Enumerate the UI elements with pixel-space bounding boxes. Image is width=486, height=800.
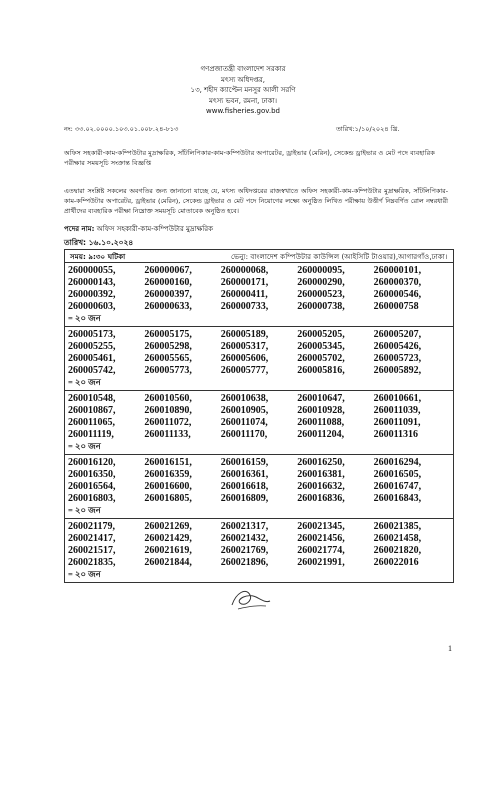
roll-number: 260005742,: [68, 365, 116, 376]
roll-number: 260011170,: [220, 429, 268, 440]
roll-number: 260005426,: [373, 341, 422, 352]
post-name: [64, 223, 213, 235]
exam-venue: ভেন্যু: বাংলাদেশ কম্পিউটার কাউন্সিল (আইসিটি টাওয়ার),আগারগাঁও,ঢাকা।: [231, 252, 448, 261]
roll-number: 260016843,: [373, 493, 422, 504]
roll-number: 260011091,: [373, 417, 421, 428]
letterhead-street: ১৩, শহীদ ক্যাপ্টেন মনসুর আলী সরণি: [190, 86, 296, 94]
roll-number: 260016250,: [297, 457, 345, 468]
group-count: = ২০ জন: [68, 441, 101, 451]
roll-number: 260000143,: [68, 277, 116, 288]
exam-date: তারিখ: ১৬.১০.২০২৪: [64, 238, 134, 247]
roll-number: 260021417,: [68, 533, 116, 544]
roll-number: 260000370,: [373, 277, 422, 288]
roll-number: 260000101,: [373, 265, 422, 276]
roll-number: 260005723,: [373, 353, 422, 364]
roll-number: 260010928,: [297, 405, 345, 416]
roll-number: 260011074,: [220, 417, 268, 428]
roll-number: 260005565,: [144, 353, 192, 364]
memo-number: নং: ৩৩.০২.০০০০.১০৩.০১.০০৮.২৪-৮১৩: [64, 125, 179, 133]
roll-number: 260021619,: [144, 545, 192, 556]
roll-number: 260021345,: [297, 521, 345, 532]
letterhead: [0, 64, 486, 117]
roll-group-cell: [65, 391, 454, 455]
page-number: 1: [448, 644, 452, 653]
roll-grid: [68, 521, 450, 569]
roll-number: 260021432,: [220, 533, 269, 544]
roll-group-row: [65, 519, 454, 583]
roll-number: 260000067,: [144, 265, 192, 276]
roll-number: 260021820,: [373, 545, 422, 556]
roll-number: 260005461,: [68, 353, 116, 364]
roll-number: 260016836,: [297, 493, 345, 504]
roll-number: 260021769,: [220, 545, 269, 556]
roll-number: 260000523,: [297, 289, 345, 300]
roll-number: 260000603,: [68, 301, 116, 312]
roll-number: 260021991,: [297, 557, 345, 568]
roll-number: 260000055,: [68, 265, 116, 276]
notice-body: এতদ্বারা সংশ্লিষ্ট সকলের অবগতির জন্য জানানো যাচ্ছে যে, মৎস্য অধিদপ্তরের রাজস্বখাতে অফিস সহকারী-কাম-কম্পিউটার মুদ্রাক্ষরিক, সাঁটলিপিকার-কাম-কম্পিউটার অপারেটর, ড্রাইভার (মেরিন), সেকেন্ড ড্রাইভার ও মেট পদে নিয়োগের লক্ষ্যে অনুষ্ঠিত লিখিত পরীক্ষায় উত্তীর্ণ নিম্নবর্ণিত রোল নম্বরধারী প্রার্থীদের ব্যবহারিক পরীক্ষা নিম্নোক্ত সময়সূচি মোতাবেক অনুষ্ঠিত হবে।: [64, 187, 448, 215]
roll-number: 260016809,: [220, 493, 269, 504]
roll-number: 260010560,: [144, 393, 192, 404]
roll-number: 260005606,: [220, 353, 269, 364]
time-venue-row: [64, 249, 454, 262]
roll-number: 260011088,: [297, 417, 345, 428]
roll-number: 260000068,: [220, 265, 269, 276]
roll-grid: [68, 457, 450, 505]
roll-number: 260016505,: [373, 469, 422, 480]
roll-number: 260016747,: [373, 481, 422, 492]
letterhead-department: মৎস্য অধিদপ্তর,: [220, 75, 265, 84]
roll-number: 260021844,: [144, 557, 192, 568]
roll-number: 260021517,: [68, 545, 116, 556]
roll-group-row: [65, 455, 454, 519]
roll-number: 260005892,: [373, 365, 422, 376]
roll-number: 260016600,: [144, 481, 192, 492]
roll-number: 260011072,: [144, 417, 192, 428]
roll-number: 260005298,: [144, 341, 192, 352]
roll-number: 260021456,: [297, 533, 345, 544]
roll-number: 260005777,: [220, 365, 269, 376]
roll-number: 260000758: [373, 301, 419, 312]
roll-number: 260005816,: [297, 365, 345, 376]
roll-number: 260021835,: [68, 557, 116, 568]
roll-grid: [68, 265, 450, 313]
roll-number: 260021429,: [144, 533, 192, 544]
roll-number: 260005205,: [297, 329, 345, 340]
roll-number: 260016361,: [220, 469, 269, 480]
roll-number: 260010890,: [144, 405, 192, 416]
issue-date: [336, 124, 399, 135]
issue-date-value: ১/১০/২০২৪ খ্রি.: [354, 125, 400, 133]
roll-number: 260005317,: [220, 341, 269, 352]
roll-number: 260010867,: [68, 405, 116, 416]
letterhead-website[interactable]: www.fisheries.gov.bd: [206, 107, 280, 115]
roll-group-row: [65, 327, 454, 391]
roll-number: 260005773,: [144, 365, 192, 376]
roll-number: 260005345,: [297, 341, 345, 352]
roll-group-cell: [65, 455, 454, 519]
roll-number: 260000546,: [373, 289, 422, 300]
roll-number: 260000160,: [144, 277, 192, 288]
roll-number: 260016120,: [68, 457, 116, 468]
roll-grid: [68, 329, 450, 377]
letterhead-building: মৎস্য ভবন, রমনা, ঢাকা।: [208, 96, 278, 105]
roll-number: 260016381,: [297, 469, 345, 480]
roll-number: 260016151,: [144, 457, 192, 468]
roll-number: 260011316: [373, 429, 419, 440]
roll-grid: [68, 393, 450, 441]
roll-number: 260000411,: [220, 289, 268, 300]
roll-number: 260005702,: [297, 353, 345, 364]
post-name-label: পদের নাম:: [64, 225, 95, 233]
roll-number: 260011119,: [68, 429, 114, 440]
roll-number: 260011204,: [297, 429, 345, 440]
letterhead-government: গণপ্রজাতন্ত্রী বাংলাদেশ সরকার: [200, 65, 286, 73]
roll-number: 260005189,: [220, 329, 269, 340]
roll-number: 260010647,: [297, 393, 345, 404]
roll-number: 260016564,: [68, 481, 116, 492]
notice-subject: অফিস সহকারী-কাম-কম্পিউটার মুদ্রাক্ষরিক, সাঁটলিপিকার-কাম-কম্পিউটার অপারেটর, ড্রাইভার (মেরিন), সেকেন্ড ড্রাইভার ও মেট পদে ব্যবহারিক পরীক্ষার সময়সূচি সংক্রান্ত বিজ্ঞপ্তি: [64, 149, 435, 167]
roll-number: 260011065,: [68, 417, 115, 428]
signature: [226, 583, 274, 615]
roll-group-row: [65, 263, 454, 327]
roll-number: 260016159,: [220, 457, 269, 468]
group-count: = ২০ জন: [68, 505, 101, 515]
roll-number: 260000733,: [220, 301, 269, 312]
roll-number: 260000397,: [144, 289, 192, 300]
roll-number: 260010638,: [220, 393, 269, 404]
roll-group-row: [65, 391, 454, 455]
roll-number: 260016805,: [144, 493, 192, 504]
group-count: = ২০ জন: [68, 569, 101, 579]
roll-number: 260016359,: [144, 469, 192, 480]
issue-date-label: তারিখ:: [336, 125, 355, 133]
roll-number: 260010661,: [373, 393, 422, 404]
roll-number: 260021896,: [220, 557, 269, 568]
roll-number: 260000738,: [297, 301, 345, 312]
roll-number: 260021317,: [220, 521, 269, 532]
roll-number: 260005175,: [144, 329, 192, 340]
roll-number: 260000290,: [297, 277, 345, 288]
roll-number: 260000633,: [144, 301, 192, 312]
roll-number: 260011133,: [144, 429, 191, 440]
roll-number: 260000171,: [220, 277, 269, 288]
exam-time: সময়: ৯:৩০ ঘটিকা: [70, 252, 126, 261]
roll-number: 260021269,: [144, 521, 192, 532]
roll-number: 260005173,: [68, 329, 116, 340]
roll-number: 260010548,: [68, 393, 116, 404]
group-count: = ২০ জন: [68, 377, 101, 387]
post-name-value: অফিস সহকারী-কাম-কম্পিউটার মুদ্রাক্ষরিক: [96, 225, 214, 233]
roll-group-cell: [65, 519, 454, 583]
roll-number: 260021179,: [68, 521, 115, 532]
roll-number: 260016803,: [68, 493, 116, 504]
roll-number: 260016294,: [373, 457, 422, 468]
roll-number: 260005255,: [68, 341, 116, 352]
roll-number-table: [64, 262, 454, 583]
roll-number: 260022016: [373, 557, 419, 568]
roll-number: 260000095,: [297, 265, 345, 276]
roll-number: 260021774,: [297, 545, 345, 556]
roll-number: 260011039,: [373, 405, 421, 416]
group-count: = ২০ জন: [68, 313, 101, 323]
roll-group-cell: [65, 263, 454, 327]
roll-number: 260021385,: [373, 521, 422, 532]
roll-group-cell: [65, 327, 454, 391]
roll-number: 260000392,: [68, 289, 116, 300]
roll-number: 260016350,: [68, 469, 116, 480]
roll-number: 260021458,: [373, 533, 422, 544]
roll-number: 260016632,: [297, 481, 345, 492]
roll-number: 260010905,: [220, 405, 269, 416]
roll-number: 260016618,: [220, 481, 269, 492]
roll-number: 260005207,: [373, 329, 422, 340]
